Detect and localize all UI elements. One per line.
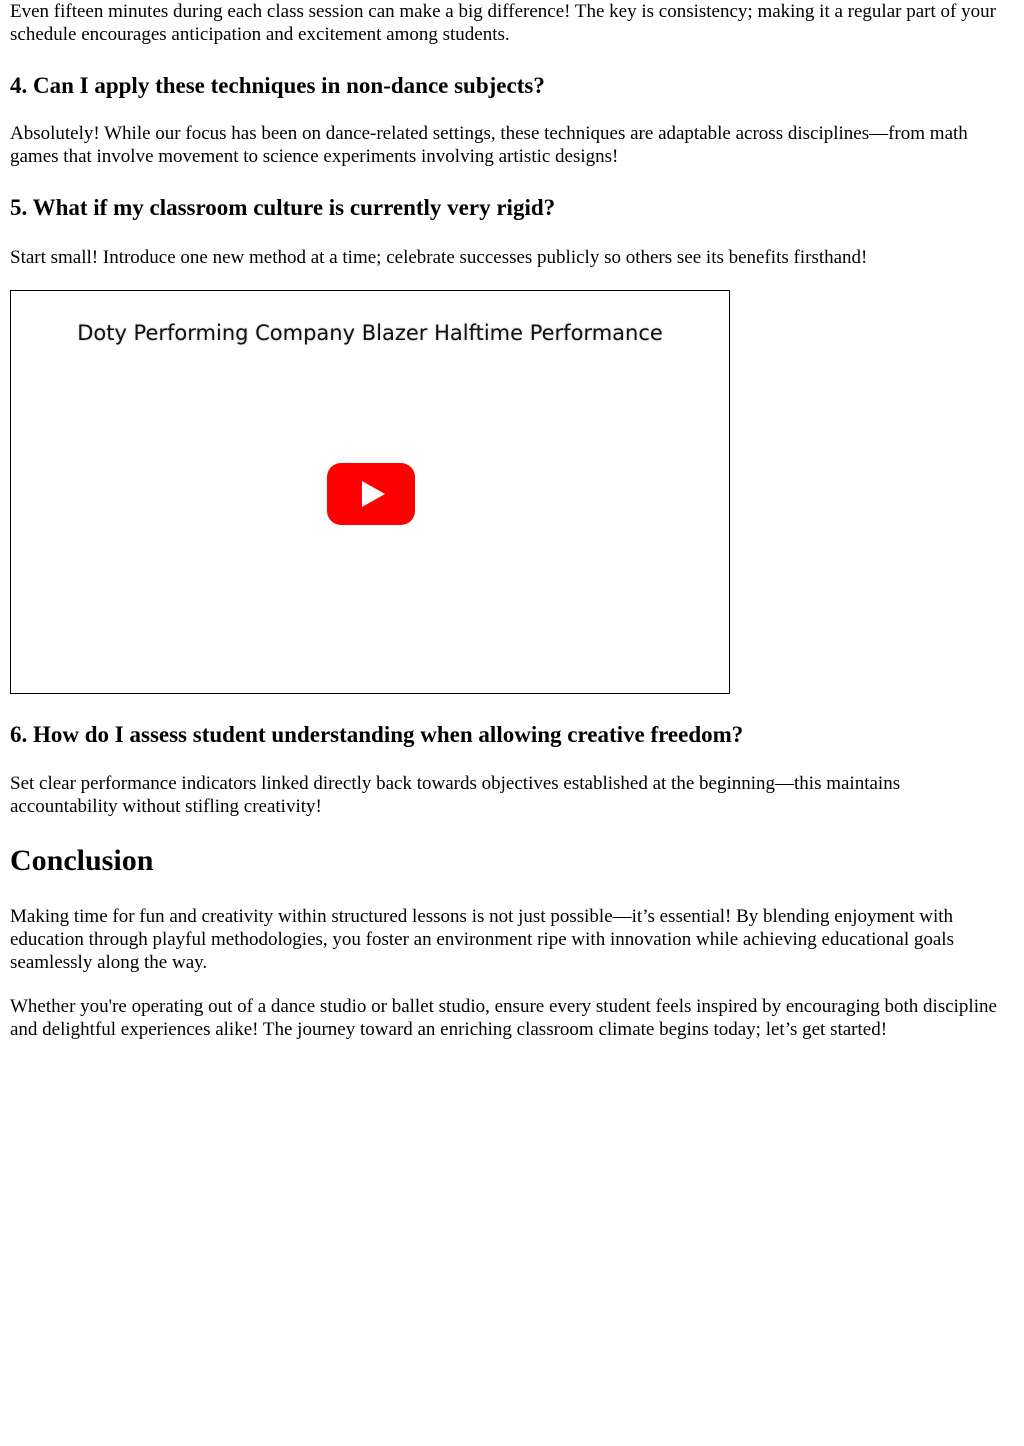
faq-answer-5: Start small! Introduce one new method at a time; celebrate successes publicly so others see its benefits firsthand!: [10, 247, 868, 268]
video-embed[interactable]: [10, 290, 730, 694]
faq-answer-6: Set clear performance indicators linked directly back towards objectives established at the beginning—this maintains accountability without stifling creativity!: [10, 773, 901, 817]
faq-heading-5: 5. What if my classroom culture is currently very rigid?: [10, 195, 556, 220]
youtube-play-icon[interactable]: [327, 463, 415, 525]
faq-heading-6: 6. How do I assess student understanding when allowing creative freedom?: [10, 722, 744, 747]
intro-paragraph: Even fifteen minutes during each class session can make a big difference! The key is consistency; making it a regular part of your schedule encourages anticipation and excitement among students.: [10, 1, 996, 45]
conclusion-paragraph-1: Making time for fun and creativity within structured lessons is not just possible—it’s essential! By blending enjoyment with education through playful methodologies, you foster an environment ripe with innovation while achieving educational goals seamlessly along the way.: [10, 906, 954, 973]
conclusion-heading: Conclusion: [10, 844, 154, 877]
faq-answer-4: Absolutely! While our focus has been on dance-related settings, these techniques are adaptable across disciplines—from math games that involve movement to science experiments involving artistic designs!: [10, 123, 968, 167]
faq-heading-4: 4. Can I apply these techniques in non-dance subjects?: [10, 73, 545, 98]
video-title[interactable]: Doty Performing Company Blazer Halftime Performance: [77, 321, 663, 345]
conclusion-paragraph-2: Whether you're operating out of a dance studio or ballet studio, ensure every student feels inspired by encouraging both discipline and delightful experiences alike! The journey toward an enriching classroom climate begins today; let’s get started!: [10, 996, 997, 1040]
